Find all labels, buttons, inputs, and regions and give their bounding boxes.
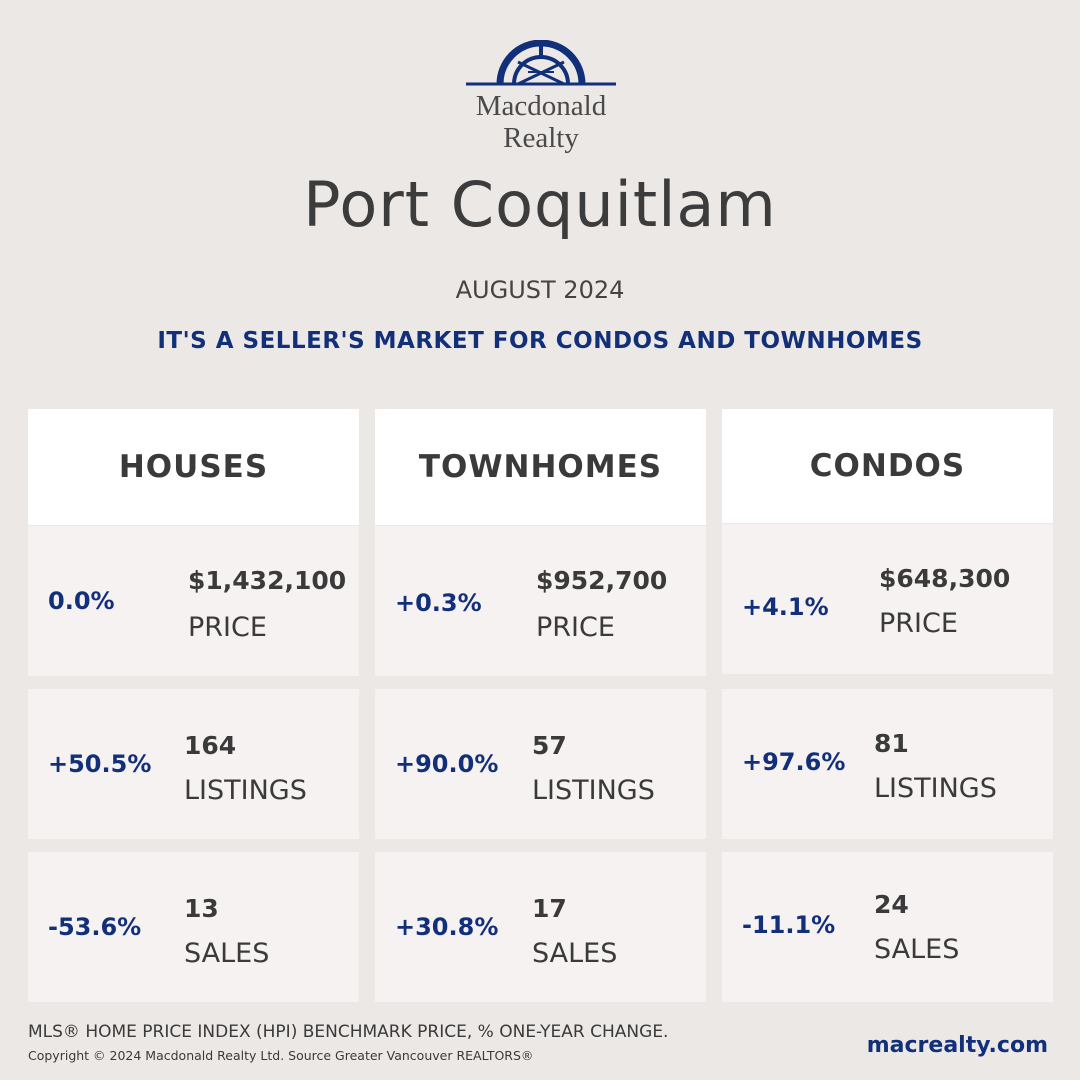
stat-value: $952,700 [536, 566, 668, 595]
stat-label: PRICE [536, 612, 615, 643]
percent-change: +90.0% [395, 750, 499, 778]
stat-label: SALES [532, 938, 618, 969]
stat-label: PRICE [879, 608, 958, 639]
stat-value: 81 [874, 729, 909, 758]
stat-value: 17 [532, 894, 567, 923]
report-month: AUGUST 2024 [455, 276, 625, 304]
condos-column [722, 409, 1053, 523]
brand-name-line1: Macdonald [475, 90, 607, 122]
column-title: TOWNHOMES [375, 409, 706, 525]
stat-value: 164 [184, 731, 237, 760]
stat-label: PRICE [188, 612, 267, 643]
stat-label: SALES [184, 938, 270, 969]
percent-change: +97.6% [742, 748, 846, 776]
houses-price-card [28, 526, 359, 676]
townhomes-price-card [375, 526, 706, 676]
stat-label: LISTINGS [874, 773, 997, 804]
stat-value: $648,300 [879, 564, 1011, 593]
percent-change: -53.6% [48, 913, 142, 941]
stat-value: 13 [184, 894, 219, 923]
brand-name-line2: Realty [503, 122, 579, 154]
website-link[interactable]: macrealty.com [866, 1033, 1048, 1058]
stat-label: SALES [874, 934, 960, 965]
logo-mark-icon [464, 40, 618, 88]
market-headline: IT'S A SELLER'S MARKET FOR CONDOS AND TOWNHOMES [157, 328, 923, 354]
stat-value: $1,432,100 [188, 566, 347, 595]
houses-column [28, 409, 359, 525]
column-title: CONDOS [722, 409, 1053, 523]
townhomes-sales-card [375, 852, 706, 1002]
houses-sales-card [28, 852, 359, 1002]
condos-price-card [722, 524, 1053, 674]
stat-label: LISTINGS [184, 775, 307, 806]
footnote: MLS® HOME PRICE INDEX (HPI) BENCHMARK PRICE, % ONE-YEAR CHANGE. [28, 1022, 669, 1042]
condos-listings-card [722, 689, 1053, 839]
stat-value: 24 [874, 890, 909, 919]
column-title: HOUSES [28, 409, 359, 525]
stat-label: LISTINGS [532, 775, 655, 806]
copyright: Copyright © 2024 Macdonald Realty Ltd. Source Greater Vancouver REALTORS® [28, 1048, 534, 1063]
percent-change: +50.5% [48, 750, 152, 778]
percent-change: +30.8% [395, 913, 499, 941]
percent-change: +0.3% [395, 589, 482, 617]
brand-logo [462, 40, 620, 165]
townhomes-column [375, 409, 706, 525]
condos-sales-card [722, 852, 1053, 1002]
stat-value: 57 [532, 731, 567, 760]
percent-change: 0.0% [48, 587, 115, 615]
page-title: Port Coquitlam [303, 168, 777, 241]
townhomes-listings-card [375, 689, 706, 839]
percent-change: -11.1% [742, 911, 836, 939]
houses-listings-card [28, 689, 359, 839]
percent-change: +4.1% [742, 593, 829, 621]
